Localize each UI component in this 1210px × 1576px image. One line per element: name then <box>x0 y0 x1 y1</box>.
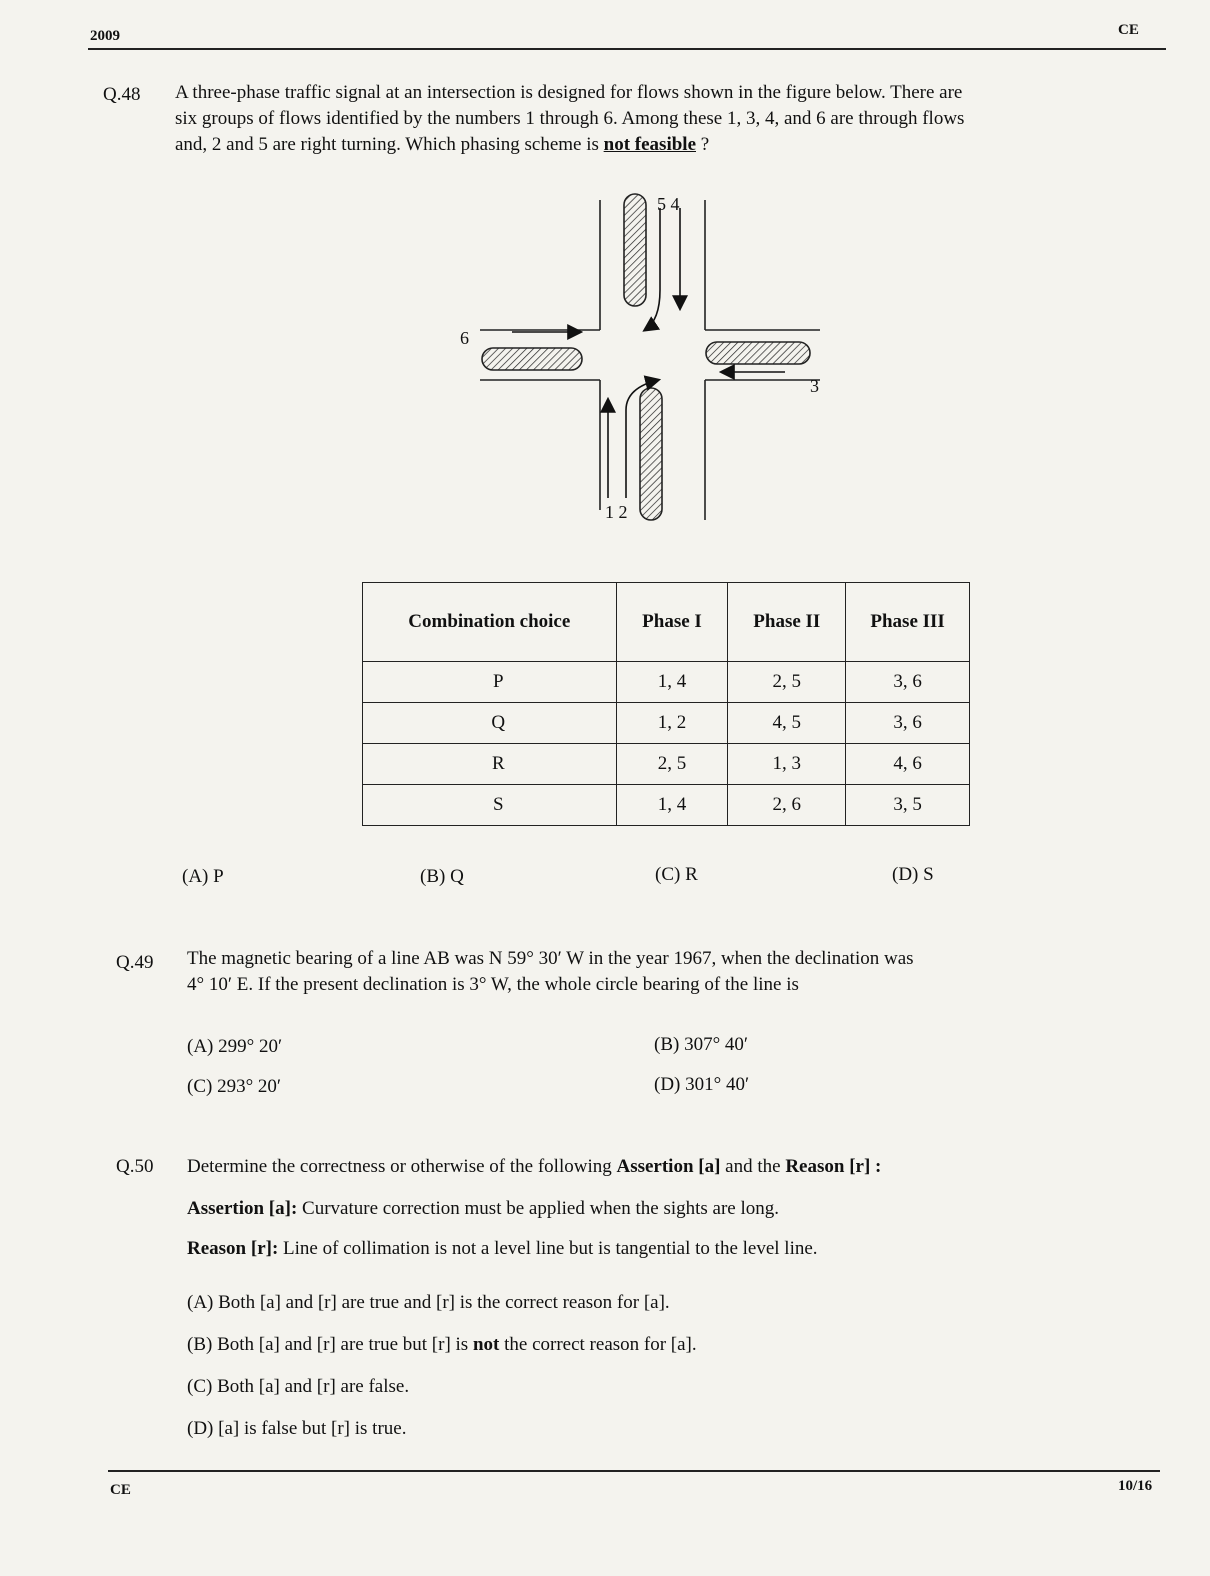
table-cell: R <box>363 744 617 785</box>
q48-option-d: (D) S <box>892 864 934 885</box>
q48-line3-pre: and, 2 and 5 are right turning. Which phasing scheme is <box>175 134 604 155</box>
q50-intro-reason: Reason [r] : <box>785 1156 882 1177</box>
q49-line1: The magnetic bearing of a line AB was N 59° 30′ W in the year 1967, when the declination was <box>187 948 914 969</box>
q48-line3-post: ? <box>696 134 710 155</box>
q50-intro <box>187 1154 1147 1180</box>
q49-line2: 4° 10′ E. If the present declination is 3° W, the whole circle bearing of the line is <box>187 974 799 995</box>
q50-option-c: (C) Both [a] and [r] are false. <box>187 1376 410 1397</box>
table-cell: Q <box>363 703 617 744</box>
q50-intro-mid: and the <box>720 1156 786 1177</box>
table-cell: 4, 5 <box>728 703 846 744</box>
q49-option-a: (A) 299° 20′ <box>187 1036 283 1057</box>
q49-option-d: (D) 301° 40′ <box>654 1074 750 1095</box>
q49-number: Q.49 <box>116 952 154 973</box>
table-cell: 2, 6 <box>728 785 846 826</box>
q49-option-c: (C) 293° 20′ <box>187 1076 282 1097</box>
q50-option-a: (A) Both [a] and [r] are true and [r] is the correct reason for [a]. <box>187 1292 670 1313</box>
label-5-4: 5 4 <box>657 194 680 214</box>
q50-option-b-post: the correct reason for [a]. <box>499 1334 697 1355</box>
label-3: 3 <box>810 376 819 396</box>
table-cell: 2, 5 <box>728 662 846 703</box>
median-east <box>706 342 810 364</box>
table-cell: 3, 6 <box>846 703 970 744</box>
phasing-table <box>362 582 970 826</box>
table-cell: 3, 6 <box>846 662 970 703</box>
header-code: CE <box>1118 22 1139 38</box>
table-header: Phase I <box>616 583 728 662</box>
table-cell: S <box>363 785 617 826</box>
q48-line1: A three-phase traffic signal at an intersection is designed for flows shown in the figure below. There are <box>175 82 963 103</box>
footer-code: CE <box>110 1482 131 1498</box>
q50-intro-assertion: Assertion [a] <box>616 1156 721 1177</box>
table-cell: 1, 4 <box>616 785 728 826</box>
q50-assertion-text: Curvature correction must be applied when the sights are long. <box>297 1198 780 1219</box>
table-cell: 1, 2 <box>616 703 728 744</box>
q48-line2: six groups of flows identified by the numbers 1 through 6. Among these 1, 3, 4, and 6 are through flows <box>175 108 965 129</box>
q50-reason-label: Reason [r]: <box>187 1238 279 1259</box>
table-cell: 1, 3 <box>728 744 846 785</box>
q48-option-b: (B) Q <box>420 866 464 887</box>
table-header: Phase III <box>846 583 970 662</box>
header-rule <box>88 48 1166 50</box>
q50-option-d: (D) [a] is false but [r] is true. <box>187 1418 407 1439</box>
header-year: 2009 <box>90 28 120 44</box>
table-row <box>363 662 970 703</box>
label-6: 6 <box>460 328 469 348</box>
table-row <box>363 744 970 785</box>
q50-option-b <box>187 1334 697 1356</box>
q49-text <box>187 946 1147 998</box>
q50-number: Q.50 <box>116 1156 154 1177</box>
table-header: Phase II <box>728 583 846 662</box>
q48-option-c: (C) R <box>655 864 698 885</box>
table-cell: 1, 4 <box>616 662 728 703</box>
table-cell: P <box>363 662 617 703</box>
q50-option-b-not: not <box>472 1334 500 1355</box>
q50-reason-text: Line of collimation is not a level line but is tangential to the level line. <box>278 1238 818 1259</box>
table-cell: 2, 5 <box>616 744 728 785</box>
q48-not-feasible: not feasible <box>603 134 696 155</box>
table-cell: 3, 5 <box>846 785 970 826</box>
label-1-2: 1 2 <box>605 502 628 522</box>
footer-page: 10/16 <box>1118 1478 1153 1494</box>
q50-intro-pre: Determine the correctness or otherwise of the following <box>187 1156 617 1177</box>
table-cell: 4, 6 <box>846 744 970 785</box>
table-header-row <box>363 583 970 662</box>
q50-option-b-pre: (B) Both [a] and [r] are true but [r] is <box>187 1334 473 1355</box>
median-north <box>624 194 646 306</box>
q50-assertion-label: Assertion [a]: <box>187 1198 298 1219</box>
flow-5-arrow <box>645 208 660 330</box>
table-header: Combination choice <box>363 583 617 662</box>
q48-text <box>175 80 1137 158</box>
table-row <box>363 785 970 826</box>
intersection-figure <box>440 180 840 530</box>
table-row <box>363 703 970 744</box>
q48-number: Q.48 <box>103 84 141 105</box>
q50-assertion <box>187 1196 1147 1222</box>
median-west <box>482 348 582 370</box>
q50-reason <box>187 1236 1147 1262</box>
footer-rule <box>108 1470 1160 1472</box>
median-south <box>640 388 662 520</box>
q48-option-a: (A) P <box>182 866 224 887</box>
q48-line3 <box>175 132 1137 158</box>
q49-option-b: (B) 307° 40′ <box>654 1034 749 1055</box>
